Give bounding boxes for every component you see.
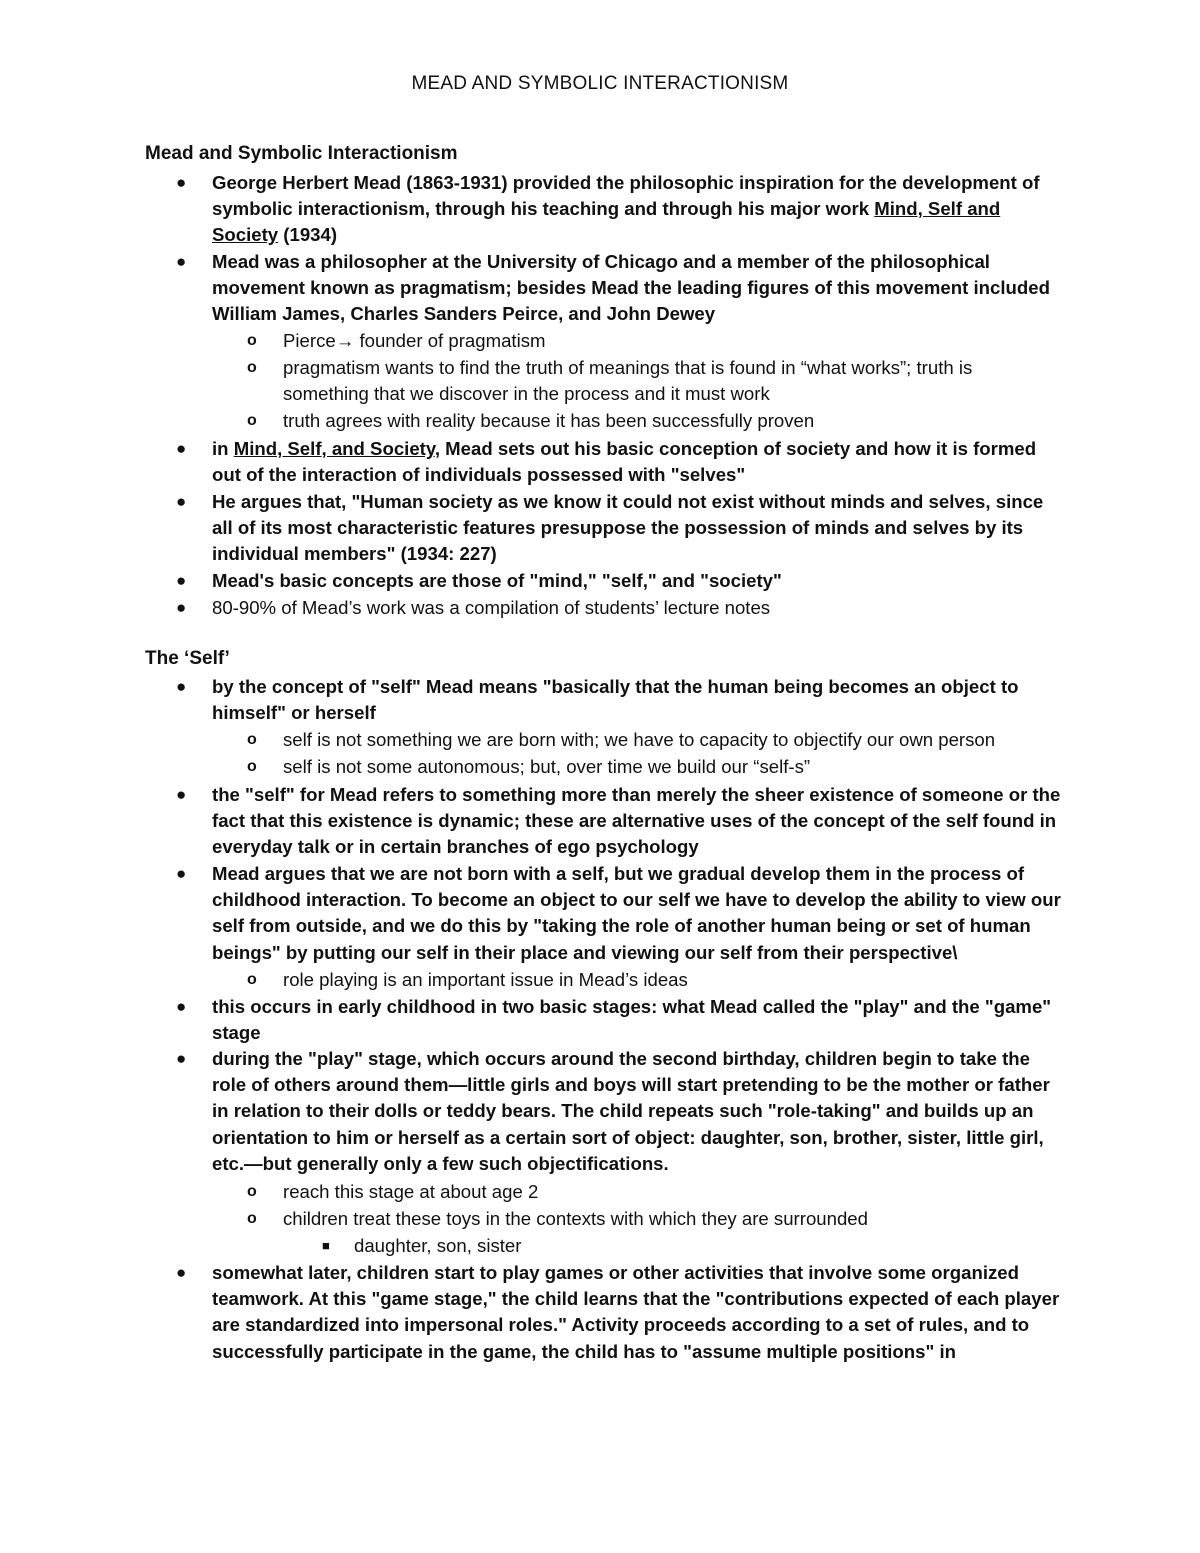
list-item	[176, 994, 1062, 1046]
section-heading-mead: Mead and Symbolic Interactionism	[145, 143, 458, 164]
sub-list-item	[247, 408, 1063, 434]
item-text: children treat these toys in the contexts with which they are surrounded	[283, 1208, 868, 1229]
bullet-icon: ●	[176, 571, 187, 590]
item-text: daughter, son, sister	[354, 1235, 522, 1256]
list-item	[176, 1260, 1062, 1365]
bullet-icon: ●	[176, 492, 187, 511]
item-text: self is not some autonomous; but, over time we build our “self-s”	[283, 756, 811, 777]
sub-bullet-icon: o	[247, 359, 257, 376]
bullet-icon: ●	[176, 252, 187, 271]
bullet-icon: ●	[176, 598, 187, 617]
document-title: MEAD AND SYMBOLIC INTERACTIONISM	[411, 73, 789, 94]
bullet-icon: ●	[176, 1049, 187, 1068]
list-item	[176, 674, 1062, 726]
list-item	[176, 489, 1062, 568]
square-bullet-icon: ■	[322, 1238, 330, 1253]
item-text: , Mead sets out his basic conception of society and how it is formed out of the interaction of individuals possessed with "selves"	[212, 438, 1037, 486]
sub-list-item	[247, 1206, 1063, 1232]
bullet-icon: ●	[176, 997, 187, 1016]
sub-bullet-icon: o	[247, 1183, 257, 1200]
bullet-icon: ●	[176, 439, 187, 458]
bullet-icon: ●	[176, 864, 187, 883]
list-item	[176, 861, 1062, 966]
item-text: pragmatism wants to find the truth of meanings that is found in “what works”; truth is something that we discover in the process and it must work	[283, 357, 973, 405]
item-text-tail: (1934)	[278, 224, 338, 246]
sub-bullet-icon: o	[247, 412, 257, 429]
list-item	[176, 595, 1062, 621]
item-text: Mead's basic concepts are those of "mind," "self," and "society"	[212, 570, 782, 591]
item-text: the "self" for Mead refers to something more than merely the sheer existence of someone or the fact that this existence is dynamic; these are alternative uses of the concept of the self found in everyday talk or in certain branches of ego psychology	[212, 784, 1061, 858]
item-text-head: in	[212, 438, 234, 459]
item-text: Mead argues that we are not born with a self, but we gradual develop them in the process of childhood interaction. To become an object to our self we have to develop the ability to view our self from outside, and we do this by "taking the role of another human being or set of human beings" by putting our self in their place and viewing our self from their perspective\	[212, 863, 1061, 963]
list-item	[176, 436, 1062, 488]
item-text: reach this stage at about age 2	[283, 1181, 539, 1202]
section-heading-self: The ‘Self’	[145, 648, 230, 669]
sub-list-item	[247, 727, 1063, 753]
item-text: 80-90% of Mead’s work was a compilation of students’ lecture notes	[212, 597, 771, 618]
list-item	[176, 1046, 1062, 1177]
list-item	[176, 782, 1062, 861]
sub-bullet-icon: o	[247, 758, 257, 775]
list-item	[176, 249, 1062, 328]
book-title-underlined: Mind, Self and Society	[212, 198, 1001, 246]
item-text: somewhat later, children start to play games or other activities that involve some organized teamwork. At this "game stage," the child learns that the "contributions expected of each player are standardized into impersonal roles." Activity proceeds according to a set of rules, and to successfully participate in the game, the child has to "assume multiple positions" in	[212, 1262, 1060, 1362]
sub-list-item	[247, 1179, 1063, 1205]
sub-bullet-icon: o	[247, 731, 257, 748]
sub-sub-list-item	[322, 1233, 1054, 1259]
item-text: George Herbert Mead (1863-1931) provided the philosophic inspiration for the development of symbolic interactionism, through his teaching and through his major work	[212, 172, 1040, 220]
item-text: Mead was a philosopher at the University of Chicago and a member of the philosophical movement known as pragmatism; besides Mead the leading figures of this movement included William James, Charles Sanders Peirce, and John Dewey	[212, 251, 1050, 325]
bullet-icon: ●	[176, 677, 187, 696]
book-title-underlined: Mind, Self, and Society	[233, 438, 435, 459]
sub-list-item	[247, 328, 1063, 354]
list-item	[176, 170, 1062, 249]
sub-bullet-icon: o	[247, 332, 257, 349]
item-text: during the "play" stage, which occurs around the second birthday, children begin to take the role of others around them—little girls and boys will start pretending to be the mother or father in relation to their dolls or teddy bears. The child repeats such "role-taking" and builds up an orientation to him or herself as a certain sort of object: daughter, son, brother, sister, little girl, etc.—but generally only a few such objectifications.	[212, 1048, 1050, 1174]
sub-list-item	[247, 355, 1063, 407]
item-text: self is not something we are born with; we have to capacity to objectify our own person	[283, 729, 996, 750]
bullet-icon: ●	[176, 785, 187, 804]
item-text: this occurs in early childhood in two basic stages: what Mead called the "play" and the "game" stage	[212, 996, 1052, 1044]
bullet-icon: ●	[176, 1263, 187, 1282]
list-item	[176, 568, 1062, 594]
sub-list-item	[247, 754, 1063, 780]
bullet-icon: ●	[176, 173, 187, 192]
item-text: Pierce→ founder of pragmatism	[283, 330, 546, 351]
sub-bullet-icon: o	[247, 971, 257, 988]
sub-bullet-icon: o	[247, 1210, 257, 1227]
item-text: role playing is an important issue in Mead’s ideas	[283, 969, 688, 990]
sub-list-item	[247, 967, 1063, 993]
item-text: truth agrees with reality because it has been successfully proven	[283, 410, 815, 431]
item-text: He argues that, "Human society as we know it could not exist without minds and selves, since all of its most characteristic features presuppose the possession of minds and selves by its individual members" (1934: 227)	[212, 491, 1044, 565]
item-text: by the concept of "self" Mead means "basically that the human being becomes an object to himself" or herself	[212, 676, 1019, 724]
